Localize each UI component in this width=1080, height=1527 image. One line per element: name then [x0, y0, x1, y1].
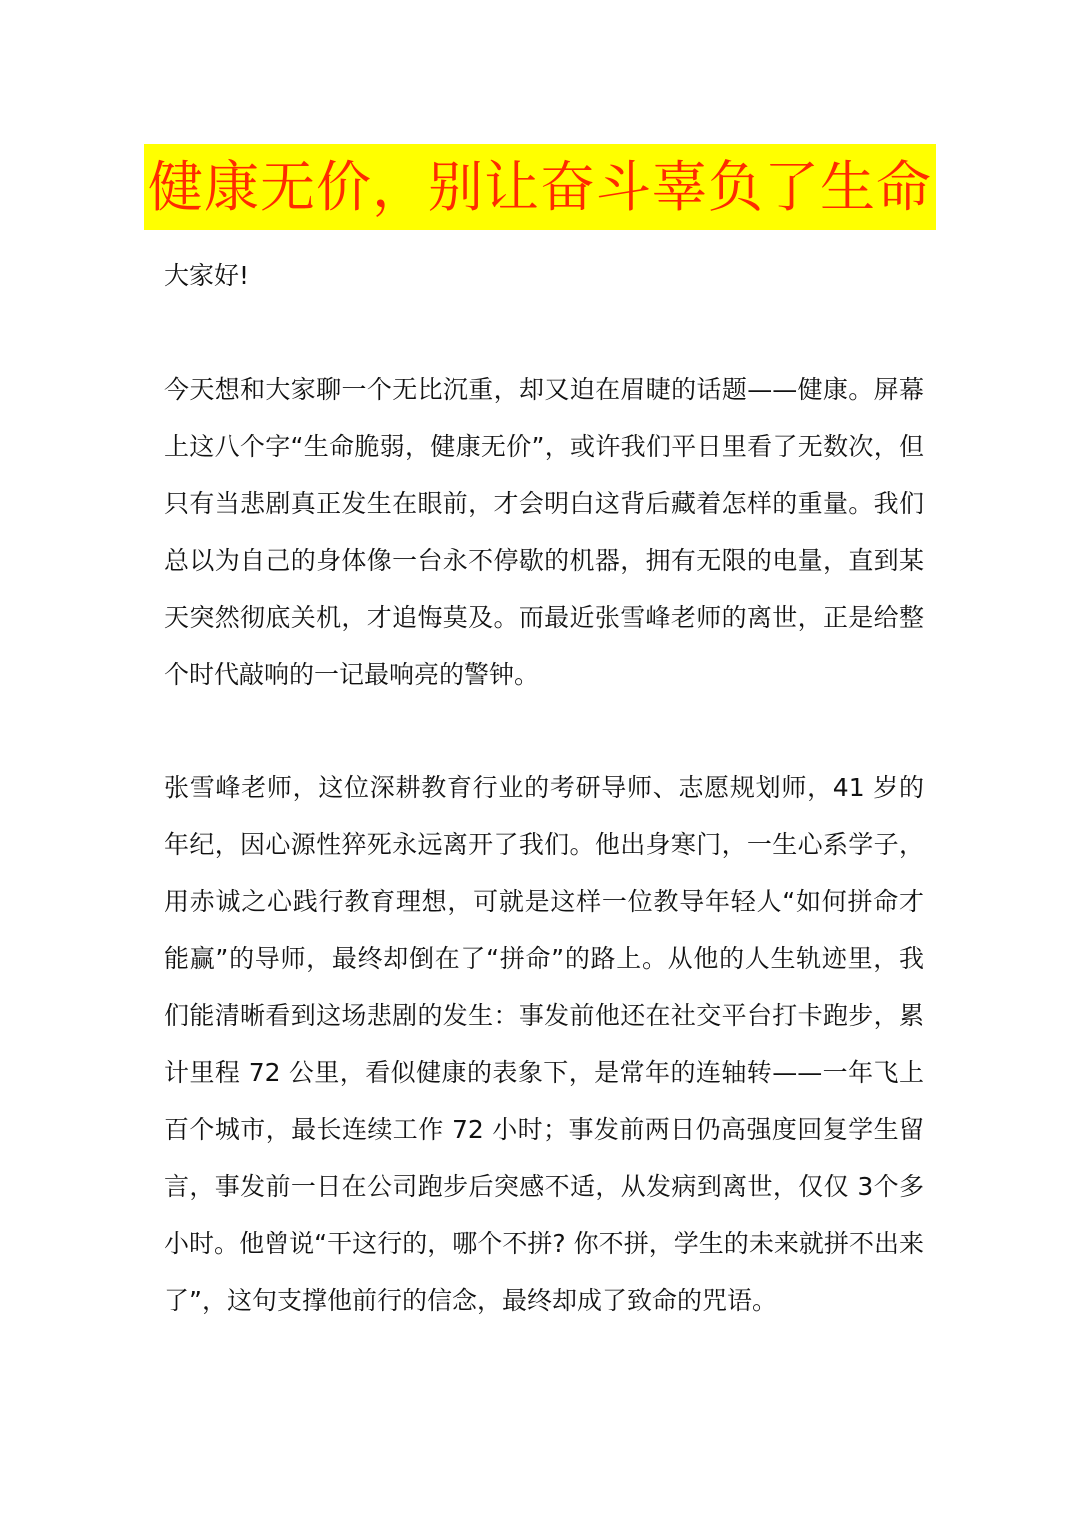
title-banner [0, 144, 1080, 230]
paragraph-2: 张雪峰老师，这位深耕教育行业的考研导师、志愿规划师，41 岁的年纪，因心源性猝死永远离开了我们。他出身寒门，一生心系学子，用赤诚之心践行教育理想，可就是这样一位教导年轻人“如何拼命才能赢”的导师，最终却倒在了“拼命”的路上。从他的人生轨迹里，我们能清晰看到这场悲剧的发生：事发前他还在社交平台打卡跑步，累计里程 72 公里，看似健康的表象下，是常年的连轴转——一年飞上百个城市，最长连续工作 72 小时；事发前两日仍高强度回复学生留言，事发前一日在公司跑步后突感不适，从发病到离世，仅仅 3个多小时。他曾说“干这行的，哪个不拼? 你不拼，学生的未来就拼不出来了”，这句支撑他前行的信念，最终却成了致命的咒语。 [164, 773, 924, 1315]
greeting-text: 大家好! [164, 261, 250, 290]
paragraph-1: 今天想和大家聊一个无比沉重，却又迫在眉睫的话题——健康。屏幕上这八个字“生命脆弱，健康无价”，或许我们平日里看了无数次，但只有当悲剧真正发生在眼前，才会明白这背后藏着怎样的重量。我们总以为自己的身体像一台永不停歇的机器，拥有无限的电量，直到某天突然彻底关机，才追悔莫及。而最近张雪峰老师的离世，正是给整个时代敲响的一记最响亮的警钟。 [164, 375, 924, 689]
document-title: 健康无价，别让奋斗辜负了生命 [144, 144, 936, 230]
